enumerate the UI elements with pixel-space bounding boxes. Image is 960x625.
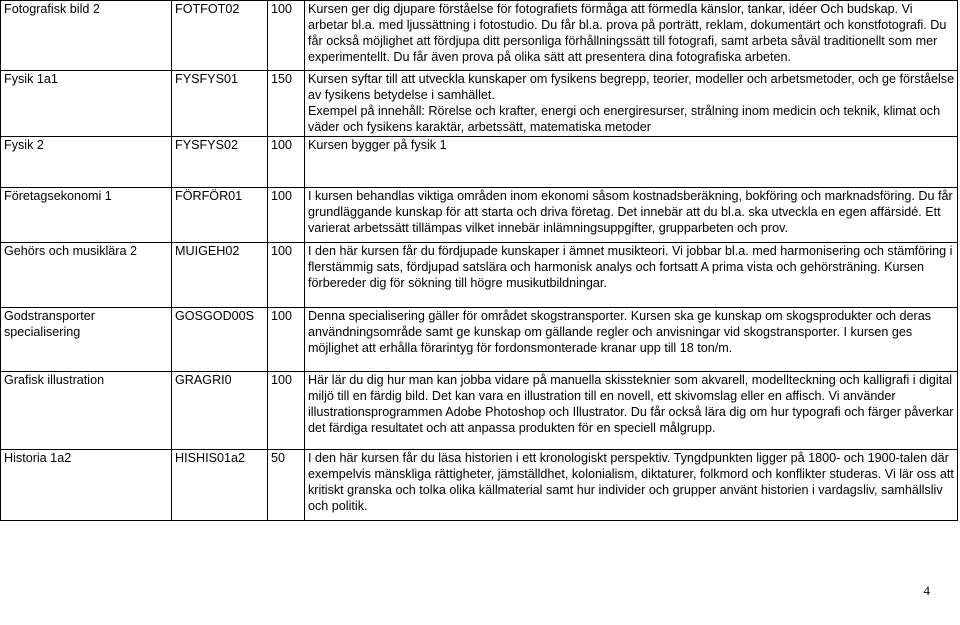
course-code-cell: FÖRFÖR01 xyxy=(172,188,268,243)
course-description-cell xyxy=(305,243,958,308)
course-code-cell: FYSFYS02 xyxy=(172,137,268,188)
table-row xyxy=(1,188,958,243)
course-points-cell: 100 xyxy=(268,372,305,450)
course-description-paragraph: Denna specialisering gäller för området skogstransporter. Kursen ska ge kunskap om skogsprodukter och deras användningsområde samt ge kunskap om gällande regler och anvisningar vid skogstransporter. I kursen ges möjlighet att erhålla förarintyg för fordonsmonterade kranar upp till 18 ton/m. xyxy=(308,309,932,355)
course-description-paragraph: Kursen bygger på fysik 1 xyxy=(308,138,447,152)
course-description-cell xyxy=(305,450,958,521)
course-points-cell: 100 xyxy=(268,243,305,308)
course-code-cell: HISHIS01a2 xyxy=(172,450,268,521)
course-code-cell: FYSFYS01 xyxy=(172,71,268,137)
course-name-cell: Godstransporter specialisering xyxy=(1,308,172,372)
course-points-cell: 100 xyxy=(268,1,305,71)
course-name-cell: Grafisk illustration xyxy=(1,372,172,450)
page-number: 4 xyxy=(923,583,930,598)
course-description-paragraph: Kursen ger dig djupare förståelse för fotografiets förmåga att förmedla känslor, tankar, idéer Och budskap. Vi arbetar bl.a. med ljussättning i fotostudio. Du får bl.a. prova på porträtt, reklam, dokumentärt och konstfotografi. Du får också möjlighet att fördjupa ditt personliga förhållningssätt till fotografi, samt arbeta såväl traditionellt som mer experimentellt. Du får även prova på olika sätt att presentera dina fotografiska arbeten. xyxy=(308,2,947,64)
course-code-cell: GRAGRI0 xyxy=(172,372,268,450)
course-points-cell: 150 xyxy=(268,71,305,137)
course-table-body xyxy=(1,1,958,521)
table-row xyxy=(1,1,958,71)
course-name-cell: Företagsekonomi 1 xyxy=(1,188,172,243)
course-name-cell: Historia 1a2 xyxy=(1,450,172,521)
table-row xyxy=(1,71,958,137)
course-description-cell xyxy=(305,137,958,188)
course-points-cell: 50 xyxy=(268,450,305,521)
table-row xyxy=(1,308,958,372)
course-description-paragraph: Exempel på innehåll: Rörelse och krafter, energi och energiresurser, strålning inom medicin och teknik, klimat och väder och fysikens karaktär, arbetssätt, matematiska metoder xyxy=(308,104,941,134)
table-row xyxy=(1,450,958,521)
course-description-cell xyxy=(305,1,958,71)
course-code-cell: GOSGOD00S xyxy=(172,308,268,372)
course-points-cell: 100 xyxy=(268,308,305,372)
course-description-paragraph: Här lär du dig hur man kan jobba vidare på manuella skissteknier som akvarell, modellteckning och kalligrafi i digital miljö till en färdig bild. Det kan vara en illustration till en novell, ett skivomslag eller en affisch. Vi använder illustrationsprogrammen Adobe Photoshop och Illustrator. Du får också lära dig om hur typografi och färger påverkar det färdiga resultatet och att anpassa produkten för en speciell målgrupp. xyxy=(308,373,954,435)
course-code-cell: FOTFOT02 xyxy=(172,1,268,71)
course-description-cell xyxy=(305,308,958,372)
course-points-cell: 100 xyxy=(268,188,305,243)
table-row xyxy=(1,372,958,450)
course-name-cell: Gehörs och musiklära 2 xyxy=(1,243,172,308)
course-description-paragraph: I den här kursen får du läsa historien i ett kronologiskt perspektiv. Tyngdpunkten ligger på 1800- och 1900-talen där exempelvis mänskliga rättigheter, jämställdhet, kolonialism, diktaturer, folkmord och konflikter studeras. Vi lär oss att kritiskt granska och tolka olika källmaterial samt hur individer och grupper använt historien i vardagsliv, samhällsliv och politik. xyxy=(308,451,954,513)
course-code-cell: MUIGEH02 xyxy=(172,243,268,308)
table-row xyxy=(1,137,958,188)
course-name-cell: Fysik 2 xyxy=(1,137,172,188)
course-description-cell xyxy=(305,372,958,450)
course-name-cell: Fysik 1a1 xyxy=(1,71,172,137)
course-description-cell xyxy=(305,188,958,243)
course-description-paragraph: I kursen behandlas viktiga områden inom ekonomi såsom kostnadsberäkning, bokföring och marknadsföring. Du får grundläggande kunskap för att starta och driva företag. Det innebär att du bl.a. ska utveckla en egen affärsidé. Ett varierat arbetssätt tillämpas vilket innebär inlämningsuppgifter, grupparbeten och prov. xyxy=(308,189,953,235)
course-description-paragraph: Kursen syftar till att utveckla kunskaper om fysikens begrepp, teorier, modeller och arbetsmetoder, och ge förståelse av fysikens betydelse i samhället. xyxy=(308,72,955,102)
course-description-paragraph: I den här kursen får du fördjupade kunskaper i ämnet musikteori. Vi jobbar bl.a. med harmonisering och stämföring i flerstämmig sats, fördjupad satslära och harmonisk analys och fortsatt A prima vista och gehörsträning. Kursen förbereder dig för sökning till högre musikutbildningar. xyxy=(308,244,953,290)
table-row xyxy=(1,243,958,308)
course-name-cell: Fotografisk bild 2 xyxy=(1,1,172,71)
course-points-cell: 100 xyxy=(268,137,305,188)
course-description-cell xyxy=(305,71,958,137)
